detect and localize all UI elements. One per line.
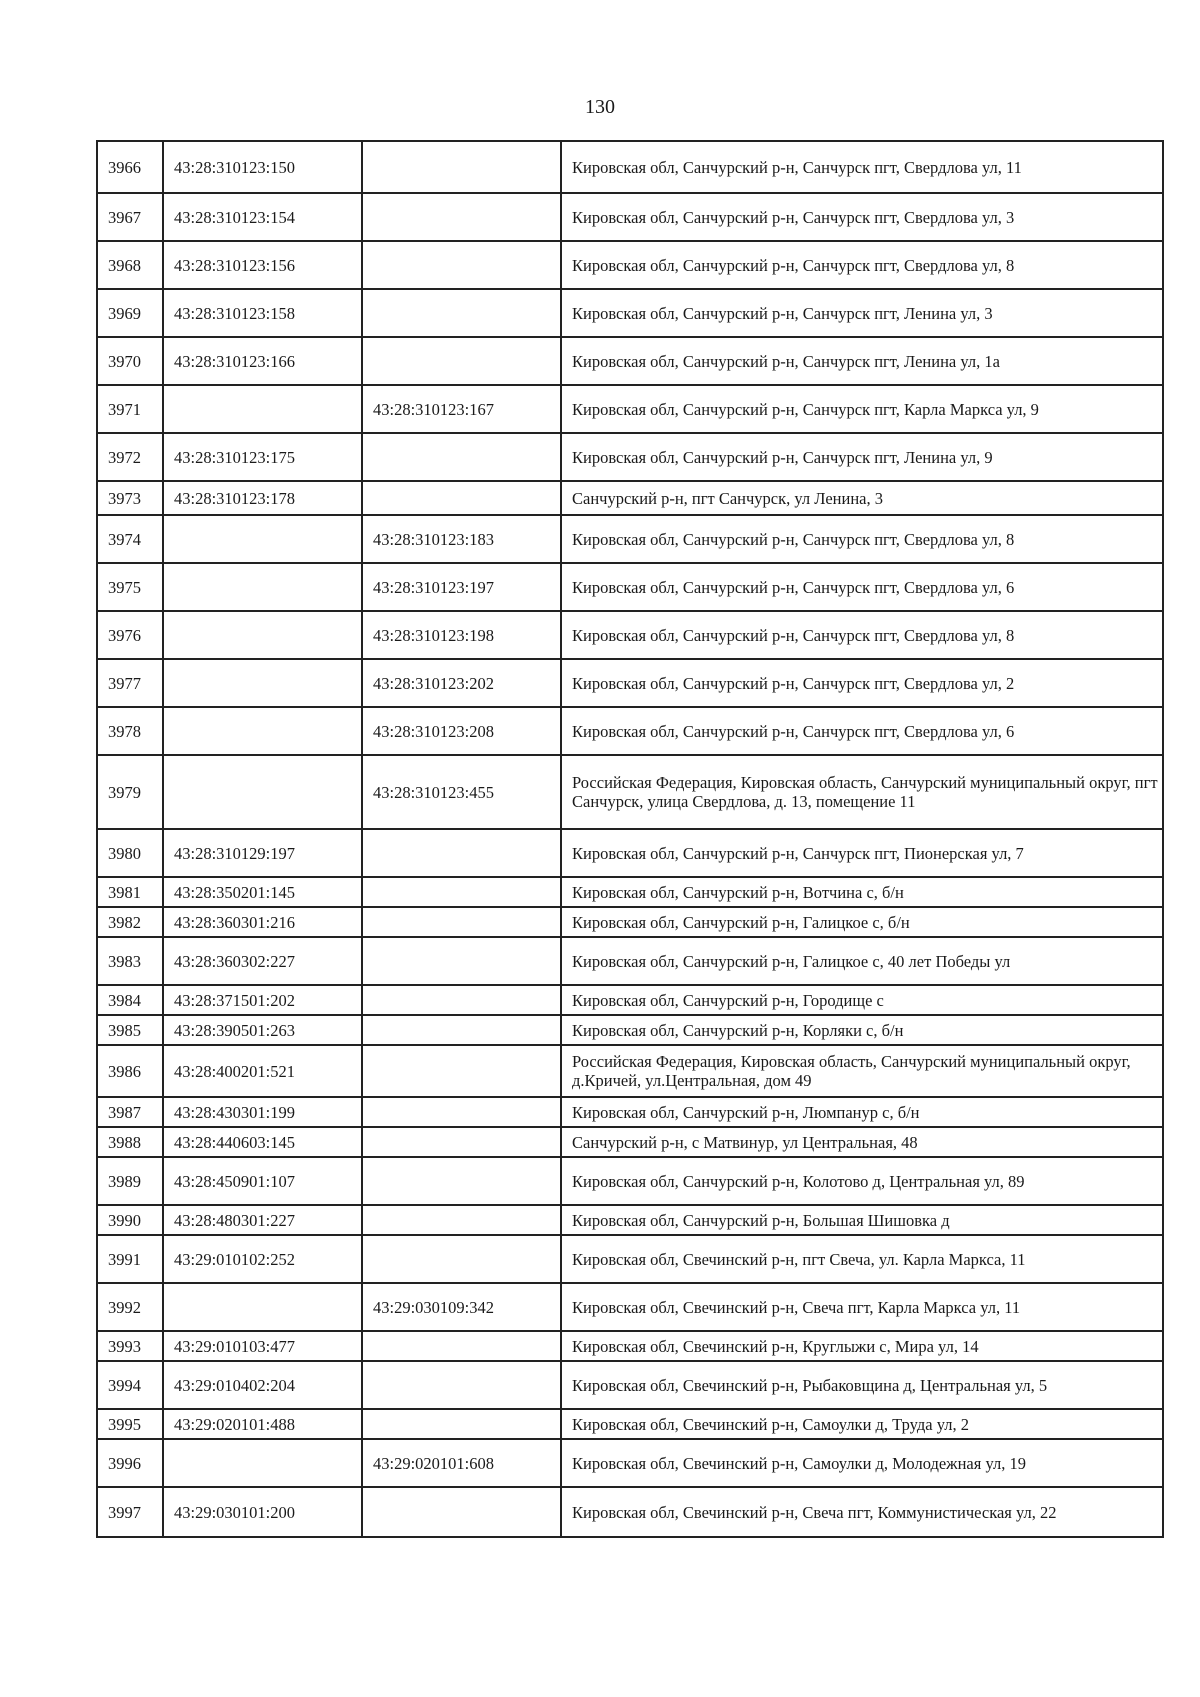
cadastral-number-cell: 43:28:360301:216 xyxy=(163,907,362,937)
cadastral-number-alt-cell xyxy=(362,985,561,1015)
cadastral-number-alt-cell xyxy=(362,141,561,193)
cadastral-number-alt-cell: 43:29:030109:342 xyxy=(362,1283,561,1331)
table-row xyxy=(97,1127,1163,1157)
table-row xyxy=(97,1361,1163,1409)
address-cell: Кировская обл, Санчурский р-н, Санчурск пгт, Свердлова ул, 8 xyxy=(561,241,1163,289)
cadastral-number-cell: 43:29:010402:204 xyxy=(163,1361,362,1409)
cadastral-number-alt-cell xyxy=(362,1127,561,1157)
table-row xyxy=(97,1205,1163,1235)
address-cell: Кировская обл, Санчурский р-н, Санчурск пгт, Свердлова ул, 6 xyxy=(561,707,1163,755)
cadastral-number-alt-cell xyxy=(362,877,561,907)
row-number-cell: 3966 xyxy=(97,141,163,193)
cadastral-number-cell: 43:28:430301:199 xyxy=(163,1097,362,1127)
row-number-cell: 3991 xyxy=(97,1235,163,1283)
address-cell: Кировская обл, Свечинский р-н, пгт Свеча, ул. Карла Маркса, 11 xyxy=(561,1235,1163,1283)
row-number-cell: 3982 xyxy=(97,907,163,937)
row-number-cell: 3970 xyxy=(97,337,163,385)
address-cell: Санчурский р-н, пгт Санчурск, ул Ленина, 3 xyxy=(561,481,1163,515)
cadastral-number-alt-cell xyxy=(362,829,561,877)
cadastral-number-alt-cell xyxy=(362,1361,561,1409)
row-number-cell: 3975 xyxy=(97,563,163,611)
table-row xyxy=(97,1283,1163,1331)
cadastral-number-alt-cell xyxy=(362,289,561,337)
cadastral-number-cell xyxy=(163,659,362,707)
row-number-cell: 3985 xyxy=(97,1015,163,1045)
address-cell: Кировская обл, Санчурский р-н, Люмпанур с, б/н xyxy=(561,1097,1163,1127)
cadastral-number-alt-cell xyxy=(362,481,561,515)
cadastral-number-alt-cell xyxy=(362,1045,561,1097)
address-cell: Кировская обл, Санчурский р-н, Санчурск пгт, Свердлова ул, 2 xyxy=(561,659,1163,707)
table-row xyxy=(97,241,1163,289)
cadastral-number-cell xyxy=(163,515,362,563)
row-number-cell: 3995 xyxy=(97,1409,163,1439)
table-row xyxy=(97,1331,1163,1361)
table-row xyxy=(97,1157,1163,1205)
row-number-cell: 3993 xyxy=(97,1331,163,1361)
row-number-cell: 3976 xyxy=(97,611,163,659)
cadastral-number-alt-cell xyxy=(362,1487,561,1537)
table-row xyxy=(97,937,1163,985)
row-number-cell: 3972 xyxy=(97,433,163,481)
cadastral-number-cell: 43:28:390501:263 xyxy=(163,1015,362,1045)
cadastral-number-cell: 43:29:010102:252 xyxy=(163,1235,362,1283)
address-cell: Кировская обл, Санчурский р-н, Санчурск пгт, Свердлова ул, 6 xyxy=(561,563,1163,611)
address-cell: Кировская обл, Санчурский р-н, Санчурск пгт, Ленина ул, 9 xyxy=(561,433,1163,481)
table-row xyxy=(97,1097,1163,1127)
cadastral-number-alt-cell xyxy=(362,1205,561,1235)
table-row xyxy=(97,563,1163,611)
table-row xyxy=(97,707,1163,755)
table-row xyxy=(97,1045,1163,1097)
address-cell: Санчурский р-н, с Матвинур, ул Центральная, 48 xyxy=(561,1127,1163,1157)
cadastral-number-cell: 43:28:440603:145 xyxy=(163,1127,362,1157)
address-cell: Кировская обл, Санчурский р-н, Вотчина с, б/н xyxy=(561,877,1163,907)
table-row xyxy=(97,141,1163,193)
row-number-cell: 3997 xyxy=(97,1487,163,1537)
cadastral-number-alt-cell xyxy=(362,937,561,985)
cadastral-number-cell xyxy=(163,385,362,433)
row-number-cell: 3974 xyxy=(97,515,163,563)
table-row xyxy=(97,1235,1163,1283)
cadastral-number-cell: 43:28:310123:166 xyxy=(163,337,362,385)
address-cell: Кировская обл, Свечинский р-н, Самоулки д, Молодежная ул, 19 xyxy=(561,1439,1163,1487)
address-cell: Кировская обл, Санчурский р-н, Большая Шишовка д xyxy=(561,1205,1163,1235)
cadastral-number-cell: 43:28:360302:227 xyxy=(163,937,362,985)
table-row xyxy=(97,289,1163,337)
table-row xyxy=(97,985,1163,1015)
table-row xyxy=(97,1487,1163,1537)
cadastral-number-cell: 43:28:310123:150 xyxy=(163,141,362,193)
row-number-cell: 3981 xyxy=(97,877,163,907)
cadastral-number-cell xyxy=(163,755,362,829)
row-number-cell: 3990 xyxy=(97,1205,163,1235)
cadastral-number-cell: 43:28:310123:158 xyxy=(163,289,362,337)
address-cell: Кировская обл, Санчурский р-н, Галицкое с, 40 лет Победы ул xyxy=(561,937,1163,985)
cadastral-number-alt-cell xyxy=(362,1235,561,1283)
cadastral-number-alt-cell: 43:28:310123:167 xyxy=(362,385,561,433)
row-number-cell: 3971 xyxy=(97,385,163,433)
address-cell: Кировская обл, Санчурский р-н, Санчурск пгт, Свердлова ул, 8 xyxy=(561,515,1163,563)
cadastral-number-cell: 43:28:310123:175 xyxy=(163,433,362,481)
address-cell: Кировская обл, Санчурский р-н, Городище с xyxy=(561,985,1163,1015)
cadastral-number-alt-cell: 43:28:310123:198 xyxy=(362,611,561,659)
row-number-cell: 3969 xyxy=(97,289,163,337)
table-row xyxy=(97,193,1163,241)
cadastral-number-alt-cell xyxy=(362,1157,561,1205)
table-row xyxy=(97,433,1163,481)
address-cell: Кировская обл, Свечинский р-н, Свеча пгт, Карла Маркса ул, 11 xyxy=(561,1283,1163,1331)
address-cell: Кировская обл, Санчурский р-н, Санчурск пгт, Пионерская ул, 7 xyxy=(561,829,1163,877)
address-cell: Кировская обл, Свечинский р-н, Свеча пгт, Коммунистическая ул, 22 xyxy=(561,1487,1163,1537)
cadastral-number-alt-cell xyxy=(362,433,561,481)
cadastral-number-alt-cell xyxy=(362,241,561,289)
register-table-body xyxy=(97,141,1163,1537)
row-number-cell: 3988 xyxy=(97,1127,163,1157)
table-row xyxy=(97,907,1163,937)
cadastral-number-cell: 43:29:020101:488 xyxy=(163,1409,362,1439)
cadastral-number-alt-cell xyxy=(362,1331,561,1361)
cadastral-number-cell: 43:29:030101:200 xyxy=(163,1487,362,1537)
cadastral-number-cell xyxy=(163,611,362,659)
table-row xyxy=(97,1439,1163,1487)
cadastral-number-alt-cell: 43:28:310123:202 xyxy=(362,659,561,707)
table-row xyxy=(97,755,1163,829)
row-number-cell: 3996 xyxy=(97,1439,163,1487)
address-cell: Кировская обл, Санчурский р-н, Галицкое с, б/н xyxy=(561,907,1163,937)
row-number-cell: 3967 xyxy=(97,193,163,241)
address-cell: Кировская обл, Санчурский р-н, Корляки с, б/н xyxy=(561,1015,1163,1045)
row-number-cell: 3978 xyxy=(97,707,163,755)
row-number-cell: 3983 xyxy=(97,937,163,985)
address-cell: Кировская обл, Свечинский р-н, Самоулки д, Труда ул, 2 xyxy=(561,1409,1163,1439)
register-table xyxy=(96,140,1164,1538)
address-cell: Кировская обл, Санчурский р-н, Санчурск пгт, Ленина ул, 1а xyxy=(561,337,1163,385)
cadastral-number-alt-cell xyxy=(362,1409,561,1439)
row-number-cell: 3980 xyxy=(97,829,163,877)
row-number-cell: 3987 xyxy=(97,1097,163,1127)
cadastral-number-cell: 43:28:400201:521 xyxy=(163,1045,362,1097)
table-row xyxy=(97,385,1163,433)
cadastral-number-cell: 43:28:310123:156 xyxy=(163,241,362,289)
table-row xyxy=(97,481,1163,515)
cadastral-number-alt-cell: 43:28:310123:183 xyxy=(362,515,561,563)
address-cell: Кировская обл, Санчурский р-н, Санчурск пгт, Свердлова ул, 11 xyxy=(561,141,1163,193)
cadastral-number-cell: 43:28:450901:107 xyxy=(163,1157,362,1205)
cadastral-number-alt-cell xyxy=(362,193,561,241)
row-number-cell: 3973 xyxy=(97,481,163,515)
address-cell: Кировская обл, Свечинский р-н, Рыбаковщина д, Центральная ул, 5 xyxy=(561,1361,1163,1409)
row-number-cell: 3992 xyxy=(97,1283,163,1331)
table-row xyxy=(97,659,1163,707)
address-cell: Кировская обл, Свечинский р-н, Круглыжи с, Мира ул, 14 xyxy=(561,1331,1163,1361)
cadastral-number-cell xyxy=(163,563,362,611)
table-row xyxy=(97,1409,1163,1439)
row-number-cell: 3994 xyxy=(97,1361,163,1409)
cadastral-number-alt-cell xyxy=(362,907,561,937)
cadastral-number-alt-cell: 43:29:020101:608 xyxy=(362,1439,561,1487)
row-number-cell: 3989 xyxy=(97,1157,163,1205)
cadastral-number-cell xyxy=(163,1283,362,1331)
table-row xyxy=(97,1015,1163,1045)
address-cell: Кировская обл, Санчурский р-н, Санчурск пгт, Карла Маркса ул, 9 xyxy=(561,385,1163,433)
address-cell: Кировская обл, Санчурский р-н, Санчурск пгт, Свердлова ул, 3 xyxy=(561,193,1163,241)
table-row xyxy=(97,515,1163,563)
address-cell: Кировская обл, Санчурский р-н, Колотово д, Центральная ул, 89 xyxy=(561,1157,1163,1205)
address-cell: Кировская обл, Санчурский р-н, Санчурск пгт, Ленина ул, 3 xyxy=(561,289,1163,337)
cadastral-number-cell: 43:28:310129:197 xyxy=(163,829,362,877)
cadastral-number-alt-cell: 43:28:310123:208 xyxy=(362,707,561,755)
table-row xyxy=(97,337,1163,385)
row-number-cell: 3984 xyxy=(97,985,163,1015)
page-number: 130 xyxy=(585,96,615,118)
table-row xyxy=(97,829,1163,877)
cadastral-number-alt-cell xyxy=(362,337,561,385)
cadastral-number-alt-cell: 43:28:310123:197 xyxy=(362,563,561,611)
row-number-cell: 3968 xyxy=(97,241,163,289)
cadastral-number-cell: 43:28:371501:202 xyxy=(163,985,362,1015)
cadastral-number-cell: 43:28:310123:154 xyxy=(163,193,362,241)
cadastral-number-alt-cell xyxy=(362,1015,561,1045)
address-cell: Кировская обл, Санчурский р-н, Санчурск пгт, Свердлова ул, 8 xyxy=(561,611,1163,659)
table-row xyxy=(97,611,1163,659)
cadastral-number-alt-cell: 43:28:310123:455 xyxy=(362,755,561,829)
cadastral-number-cell: 43:28:480301:227 xyxy=(163,1205,362,1235)
table-row xyxy=(97,877,1163,907)
cadastral-number-cell xyxy=(163,707,362,755)
cadastral-number-cell: 43:28:350201:145 xyxy=(163,877,362,907)
cadastral-number-cell: 43:28:310123:178 xyxy=(163,481,362,515)
row-number-cell: 3979 xyxy=(97,755,163,829)
address-cell: Российская Федерация, Кировская область, Санчурский муниципальный округ, д.Кричей, ул.Центральная, дом 49 xyxy=(561,1045,1163,1097)
cadastral-number-cell xyxy=(163,1439,362,1487)
row-number-cell: 3986 xyxy=(97,1045,163,1097)
row-number-cell: 3977 xyxy=(97,659,163,707)
cadastral-number-cell: 43:29:010103:477 xyxy=(163,1331,362,1361)
cadastral-number-alt-cell xyxy=(362,1097,561,1127)
address-cell: Российская Федерация, Кировская область, Санчурский муниципальный округ, пгт Санчурск, улица Свердлова, д. 13, помещение 11 xyxy=(561,755,1163,829)
